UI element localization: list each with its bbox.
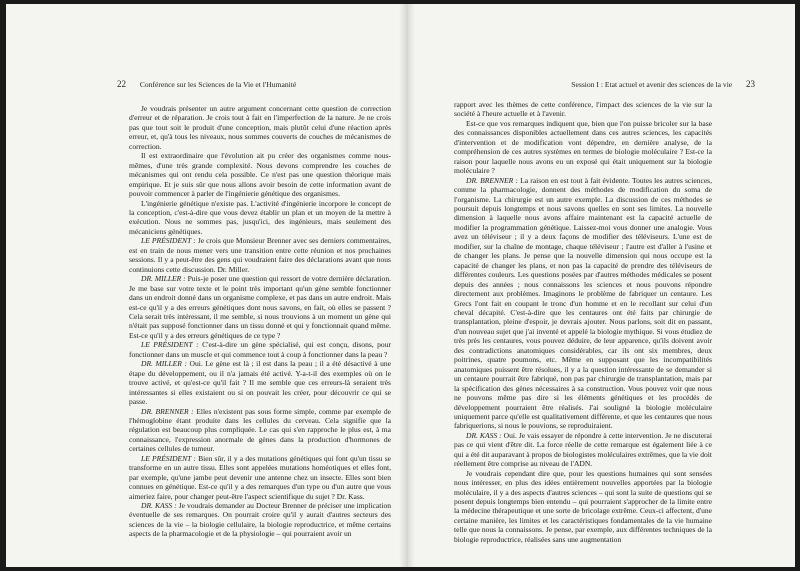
paragraph-text: Je voudrais présenter un autre argument concernant cette question de correction d'erreur et de réparation. Je crois tout à fait en l'imperfection de la nature. Je ne crois pas que tout soit le produit d'une conception, mais plutôt celui d'une réaction après erreur, et, qu'à tous les niveaux, nous sommes couverts de couches de mécanismes de correction. bbox=[129, 104, 391, 151]
paragraph bbox=[129, 104, 391, 151]
page-number: 22 bbox=[117, 79, 126, 89]
paragraph-text: Je voudrais demander au Docteur Brenner de préciser une implication éventuelle de ses remarques. On pourrait croire qu'il y aurait d'autres secteurs des sciences de la vie – la biologie cellulaire, la biologie reproductrice, et même certains aspects de la pharmacologie et de la physiologie – qui pourraient avoir un bbox=[129, 501, 391, 539]
paragraph-text: rapport avec les thèmes de cette conférence, l'impact des sciences de la vie sur la société à l'heure actuelle et à l'avenir. bbox=[454, 100, 712, 119]
left-page-header bbox=[117, 79, 296, 89]
book-gutter-shadow bbox=[399, 4, 415, 567]
left-page bbox=[6, 4, 406, 567]
paragraph-text: Il est extraordinaire que l'évolution ait pu créer des organismes comme nous-mêmes, d'une très grande complexité. Nous devons comprendre les couches de mécanismes qui ont rendu cela possible. Ce n'est pas une question théorique mais empirique. Et je suis sûr que nous allons avoir besoin de cette information avant de pouvoir commencer à parler de l'ingénierie génétique des organismes. bbox=[129, 151, 391, 199]
paragraph bbox=[129, 407, 391, 454]
speaker-label: DR. MILLER : bbox=[141, 274, 186, 284]
speaker-label: DR. KASS : bbox=[141, 501, 177, 511]
paragraph-text: Bien sûr, il y a des mutations génétiques qui font qu'un tissu se transforme en un autre tissu. Elles sont appelées mutations homéotiques et elles font, par exemple, qu'une jambe peut devenir une antenne chez un insecte. Elles sont bien connues en génétique. Est-ce qu'il y a des remarques d'un type ou d'un autre que vous aimeriez faire, pour changer peut-être l'aspect scientifique du sujet ? Dr. Kass. bbox=[129, 453, 391, 501]
paragraph bbox=[129, 274, 391, 340]
paragraph bbox=[454, 431, 712, 469]
paragraph bbox=[129, 454, 391, 501]
paragraph-text: Oui. Le gène est là ; il est dans la peau ; il a été désactivé à une étape du développement, ou il n'a jamais été activé. Y-a-t-il des exemples où on le trouve activé, et qu'est-ce qu'il fait ? Il me semble que ces erreurs-là seraient très intéressantes si elles existaient ou si on pouvait les créer, pour découvrir ce qui se passe. bbox=[129, 359, 391, 407]
paragraph bbox=[129, 359, 391, 406]
speaker-label: LE PRÉSIDENT : bbox=[141, 236, 196, 246]
paragraph bbox=[129, 199, 391, 237]
paragraph bbox=[129, 151, 391, 198]
book-spread bbox=[6, 4, 795, 567]
left-page-body bbox=[129, 104, 391, 539]
right-page bbox=[406, 4, 795, 567]
paragraph-text: Elles n'existent pas sous forme simple, comme par exemple de l'hémoglobine étant produite dans les cellules du cerveau. Cela signifie que la régulation est beaucoup plus compliquée. Le cas qui s'en rapproche le plus est, à ma connaissance, l'expression anormale de gènes dans la production d'hormones de certaines cellules de tumeur. bbox=[129, 406, 391, 454]
speaker-label: DR. BRENNER : bbox=[141, 406, 194, 416]
paragraph-text: Puis-je poser une question qui ressort de votre dernière déclaration. Je me base sur votre texte et le point très important qu'un gène semble fonctionner dans un endroit donné dans un organisme complexe, et pas dans un autre endroit. Mais est-ce qu'il y a des erreurs génétiques dont nous savons, en fait, où elles se passent ? Cela serait très intéressant, il me semble, si nous trouvions à un moment un gène qui n'était pas supposé fonctionner dans un tissu donné et qui y fonctionnait quand même. Est-ce qu'il y a des erreurs génétiques de ce type ? bbox=[129, 274, 391, 340]
speaker-label: DR. BRENNER : bbox=[466, 175, 518, 185]
speaker-label: DR. KASS : bbox=[466, 430, 502, 440]
paragraph-text: La raison en est tout à fait évidente. Toutes les autres sciences, comme la pharmacologie, donnent des méthodes de modification du soma de l'organisme. La chirurgie est un autre exemple. La discussion de ces méthodes se poursuit depuis longtemps et nous savons quelles en sont ses limites. La nouvelle dimension à laquelle nous avons affaire maintenant est la capacité actuelle de modifier la programmation génétique. Laissez-moi vous donner une analogie. Vous avez un téléviseur ; il y a deux façons de modifier des téléviseurs. L'une est de modifier, sur la chaîne de montage, chaque téléviseur ; l'autre est d'aller à l'usine et de changer les plans. Je pense que la nouvelle dimension qui nous occupe est la capacité de changer les plans, et non pas la capacité de prendre des téléviseurs de différentes couleurs. Les questions posées par d'autres méthodes médicales se posent depuis des années ; nous connaissons les sciences et nous pouvons répondre directement aux problèmes. Imaginons le problème de fabriquer un centaure. Les Grecs l'ont fait en coupant le tronc d'un homme et en le recollant sur celui d'un cheval décapité. C'est-à-dire que les centaures ont été faits par chirurgie de transplantation, pleine d'espoir, je devrais ajouter. Nous parlons, soit dit en passant, d'un nouveau sujet que j'ai inventé et appelé la biologie mythique. Si vous étudiez de très près les centaures, vous pouvez déduire, de leur apparence, qu'ils doivent avoir des contradictions anatomiques considérables, car ils ont six membres, deux poitrines, quatre poumons, etc. Même en supposant que les incompatibilités anatomiques puissent être résolues, il y a la question intéressante de se demander si un centaure pourrait être fabriqué, non pas par chirurgie de transplantation, mais par la spécification des gènes nécessaires à sa construction. Vous pouvez voir que nous ne pouvons même pas dire si les éléments génétiques et les procédés de développement pourraient être réalisés. J'ai souligné la biologie moléculaire uniquement parce qu'elle est qualitativement différente, et que les centaures que nous fabriquerions, si nous le pouvions, se reproduiraient. bbox=[454, 175, 712, 431]
speaker-label: LE PRÉSIDENT : bbox=[141, 340, 199, 350]
right-page-body bbox=[454, 100, 712, 544]
paragraph bbox=[129, 501, 391, 539]
running-head: Session I : Etat actuel et avenir des sciences de la vie bbox=[571, 80, 733, 89]
running-head: Conférence sur les Sciences de la Vie et l'Humanité bbox=[139, 80, 297, 89]
paragraph bbox=[129, 236, 391, 274]
speaker-label: DR. MILLER : bbox=[141, 359, 187, 369]
paragraph-text: Je voudrais cependant dire que, pour les questions humaines qui sont sensées nous intéresser, en plus des idées entièrement nouvelles apportées par la biologie moléculaire, il y a des aspects d'autres sciences – qui sont la suite de questions qui se posent depuis longtemps bien entendu – qui pourraient s'approcher de la limite entre la médecine thérapeutique et une sorte de bricolage extrême. Ceux-ci affectent, d'une certaine manière, les limites et les caractéristiques fondamentales de la vie humaine telle que nous la connaissons. Je pense, par exemple, aux différentes techniques de la biologie reproductrice, réalisées sans une augmentation bbox=[454, 468, 712, 544]
speaker-label: LE PRÉSIDENT : bbox=[141, 453, 196, 463]
paragraph-text: Oui. Je vais essayer de répondre à cette intervention. Je ne discuterai pas ce qui vient d'être dit. La force réelle de cette remarque est également liée à ce qui a été dit auparavant à propos de biologistes moléculaires extrêmes, que la vie doit réellement être comprise au niveau de l'ADN. bbox=[454, 430, 713, 469]
paragraph bbox=[454, 119, 712, 176]
paragraph-text: Est-ce que vos remarques indiquent que, bien que l'on puisse bricoler sur la base des connaissances disponibles actuellement dans ces autres sciences, les capacités d'intervention et de modification vont dépendre, en dernière analyse, de la compréhension de ces autres systèmes en termes de biologie moléculaire ? Est-ce la raison pour laquelle nous avons eu un exposé qui était uniquement sur la biologie moléculaire ? bbox=[454, 118, 712, 176]
paragraph bbox=[454, 469, 712, 545]
paragraph-text: L'ingénierie génétique n'existe pas. L'activité d'ingénierie incorpore le concept de la conception, c'est-à-dire que vous devez établir un plan et un moyen de la mettre à exécution. Nous ne sommes pas, jusqu'ici, des ingénieurs, mais seulement des mécaniciens génétiques. bbox=[129, 198, 391, 236]
right-page-header bbox=[571, 79, 755, 89]
paragraph-text: Je crois que Monsieur Brenner avec ses derniers commentaires, est en train de nous mener vers une transition entre cette réunion et nos prochaines sessions. Il y a peut-être des gens qui voudraient faire des déclarations avant que nous continuions cette discussion. Dr. Miller. bbox=[129, 236, 392, 274]
paragraph bbox=[454, 100, 712, 119]
paragraph-text: C'est-à-dire un gène spécialisé, qui est conçu, disons, pour fonctionner dans un muscle et qui commence tout à coup à fonctionner dans la peau ? bbox=[129, 340, 391, 359]
page-number: 23 bbox=[746, 79, 755, 89]
paragraph bbox=[454, 176, 712, 431]
paragraph bbox=[129, 340, 391, 359]
